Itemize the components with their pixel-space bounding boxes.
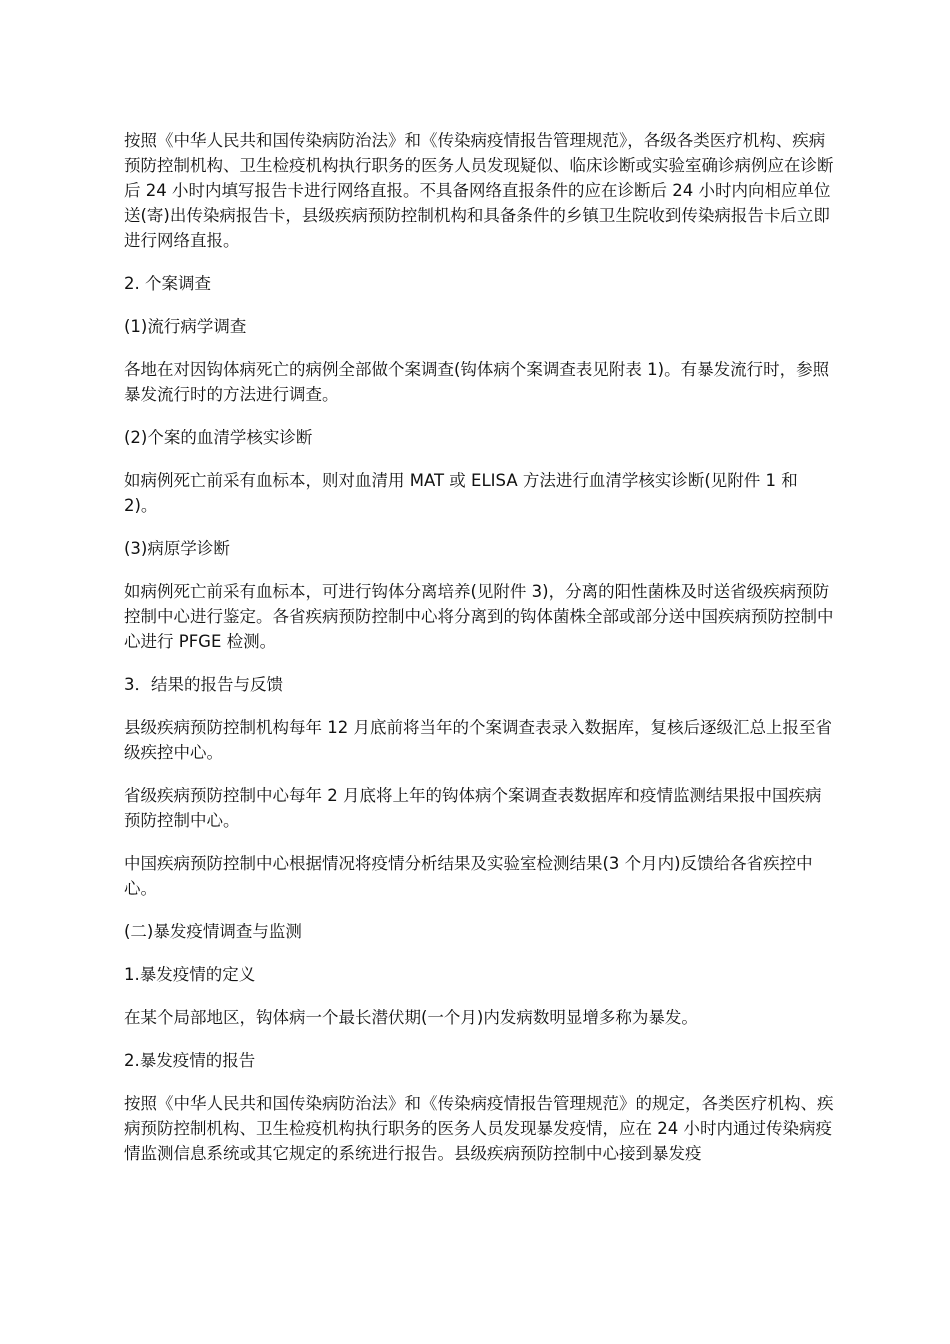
heading-serological-diagnosis: (2)个案的血清学核实诊断 [124, 428, 313, 447]
heading-outbreak-investigation: (二)暴发疫情调查与监测 [124, 922, 302, 941]
paragraph-outbreak-report: 按照《中华人民共和国传染病防治法》和《传染病疫情报告管理规范》的规定，各类医疗机构、疾病预防控制机构、卫生检疫机构执行职务的医务人员发现暴发疫情，应在 24 小时内通过传染病疫情监测信息系统或其它规定的系统进行报告。县级疾病预防控制中心接到暴发疫 [124, 1094, 834, 1163]
heading-case-investigation: 2. 个案调查 [124, 274, 211, 293]
paragraph-report-procedure: 按照《中华人民共和国传染病防治法》和《传染病疫情报告管理规范》，各级各类医疗机构、疾病预防控制机构、卫生检疫机构执行职务的医务人员发现疑似、临床诊断或实验室确诊病例应在诊断后 24 小时内填写报告卡进行网络直报。不具备网络直报条件的应在诊断后 24 小时内向相应单位送(寄)出传染病报告卡，县级疾病预防控制机构和具备条件的乡镇卫生院收到传染病报告卡后立即进行网络直报。 [124, 131, 834, 250]
heading-report-feedback: 3．结果的报告与反馈 [124, 675, 283, 694]
paragraph-outbreak-definition: 在某个局部地区，钩体病一个最长潜伏期(一个月)内发病数明显增多称为暴发。 [124, 1008, 698, 1027]
paragraph-national-feedback: 中国疾病预防控制中心根据情况将疫情分析结果及实验室检测结果(3 个月内)反馈给各省疾控中心。 [124, 854, 813, 898]
heading-outbreak-definition: 1.暴发疫情的定义 [124, 965, 256, 984]
document-page [124, 128, 836, 1184]
paragraph-epidemiological-survey: 各地在对因钩体病死亡的病例全部做个案调查(钩体病个案调查表见附表 1)。有暴发流行时，参照暴发流行时的方法进行调查。 [124, 360, 830, 404]
heading-outbreak-report: 2.暴发疫情的报告 [124, 1051, 256, 1070]
paragraph-county-report: 县级疾病预防控制机构每年 12 月底前将当年的个案调查表录入数据库，复核后逐级汇总上报至省级疾控中心。 [124, 718, 832, 762]
heading-epidemiological-survey: (1)流行病学调查 [124, 317, 247, 336]
paragraph-etiological-diagnosis: 如病例死亡前采有血标本，可进行钩体分离培养(见附件 3)，分离的阳性菌株及时送省级疾病预防控制中心进行鉴定。各省疾病预防控制中心将分离到的钩体菌株全部或部分送中国疾病预防控制中心进行 PFGE 检测。 [124, 582, 834, 651]
paragraph-province-report: 省级疾病预防控制中心每年 2 月底将上年的钩体病个案调查表数据库和疫情监测结果报中国疾病预防控制中心。 [124, 786, 822, 830]
heading-etiological-diagnosis: (3)病原学诊断 [124, 539, 230, 558]
paragraph-serological-diagnosis: 如病例死亡前采有血标本，则对血清用 MAT 或 ELISA 方法进行血清学核实诊断(见附件 1 和 2)。 [124, 471, 798, 515]
